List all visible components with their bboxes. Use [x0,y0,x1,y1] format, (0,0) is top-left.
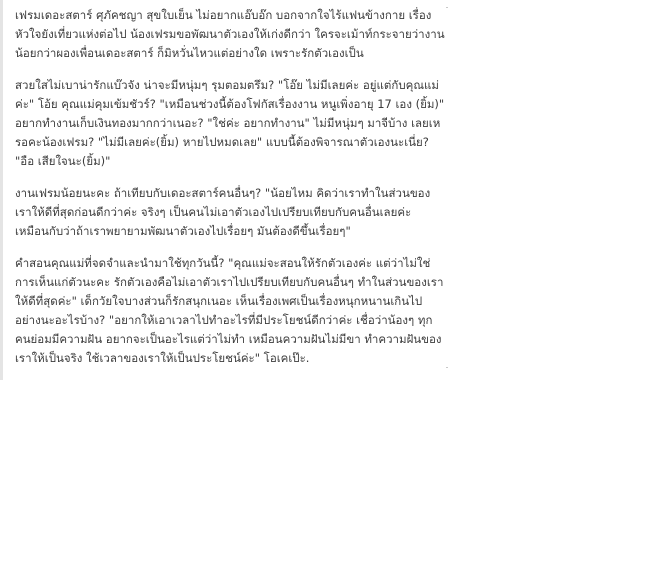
column-edge-mark-bottom [446,367,448,368]
article-paragraph-3: งานเฟรมน้อยนะคะ ถ้าเทียบกับเดอะสตาร์คนอื่นๆ? "น้อยไหม คิดว่าเราทำในส่วนของเราให้ดีที่สุดก่อนดีกว่าค่ะ จริงๆ เป็นคนไม่เอาตัวเองไปเปรียบเทียบกับคนอื่นเลยค่ะ เหมือนกับว่าถ้าเราพยายามพัฒนาตัวเองไปเรื่อยๆ มันต้องดีขึ้นเรื่อยๆ" [15,186,431,238]
left-border-strip [0,0,3,380]
article-paragraph-1: เฟรมเดอะสตาร์ ศุภัคชญา สุขใบเย็น ไม่อยากแอ๊บอ๊ก บอกจากใจไร้แฟนข้างกาย เรื่องหัวใจยังเที่ยวแห่งต่อไป น้องเฟรมขอพัฒนาตัวเองให้เก่งดีกว่า ใครจะเม้าท์กระจายว่างานน้อยกว่าผองเพื่อนเดอะสตาร์ ก็มิหวั่นไหวแต่อย่างใด เพราะรักตัวเองเป็น [15,8,445,60]
article-paragraph-2: สวยใสไม่เบาน่ารักแบ๊วจัง น่าจะมีหนุ่มๆ รุมตอมตรึม? "โอ๊ย ไม่มีเลยค่ะ อยู่แต่กับคุณแม่ค่ะ" โอ้ย คุณแม่คุมเข้มชัวร์? "เหมือนช่วงนี้ต้องโฟกัสเรื่องงาน หนูเพิ่งอายุ 17 เอง (ยิ้ม)" อยากทำงานเก็บเงินทองมากกว่าเนอะ? "ใช่ค่ะ อยากทำงาน" ไม่มีหนุ่มๆ มาจีบ้าง เลยเหรอคะน้องเฟรม? "ไม่มีเลยค่ะ(ยิ้ม) หายไปหมดเลย" แบบนี้ต้องพิจารณาตัวเองนะเนี่ย? "อือ เสียใจนะ(ยิ้ม)" [15,78,445,168]
column-edge-mark-top [446,7,448,8]
article-body [15,6,445,381]
article-paragraph-4: คำสอนคุณแม่ที่จดจำและนำมาใช้ทุกวันนี้? "คุณแม่จะสอนให้รักตัวเองค่ะ แต่ว่าไม่ใช่การเห็นแก่ตัวนะคะ รักตัวเองคือไม่เอาตัวเราไปเปรียบเทียบกับคนอื่นๆ ทำในส่วนของเราให้ดีที่สุดค่ะ" เด็กวัยใจบางส่วนก็รักสนุกเนอะ เห็นเรื่องเพศเป็นเรื่องหนุกหนานเกินไป อย่างนะอะไรบ้าง? "อยากให้เอาเวลาไปทำอะไรที่มีประโยชน์ดีกว่าค่ะ เชื่อว่าน้องๆ ทุกคนย่อมมีความฝัน อยากจะเป็นอะไรแต่ว่าไม่ทำ เหมือนความฝันไม่มีขา ทำความฝันของเราให้เป็นจริง ใช้เวลาของเราให้เป็นประโยชน์ค่ะ" โอเคเป๊ะ. [15,256,444,365]
